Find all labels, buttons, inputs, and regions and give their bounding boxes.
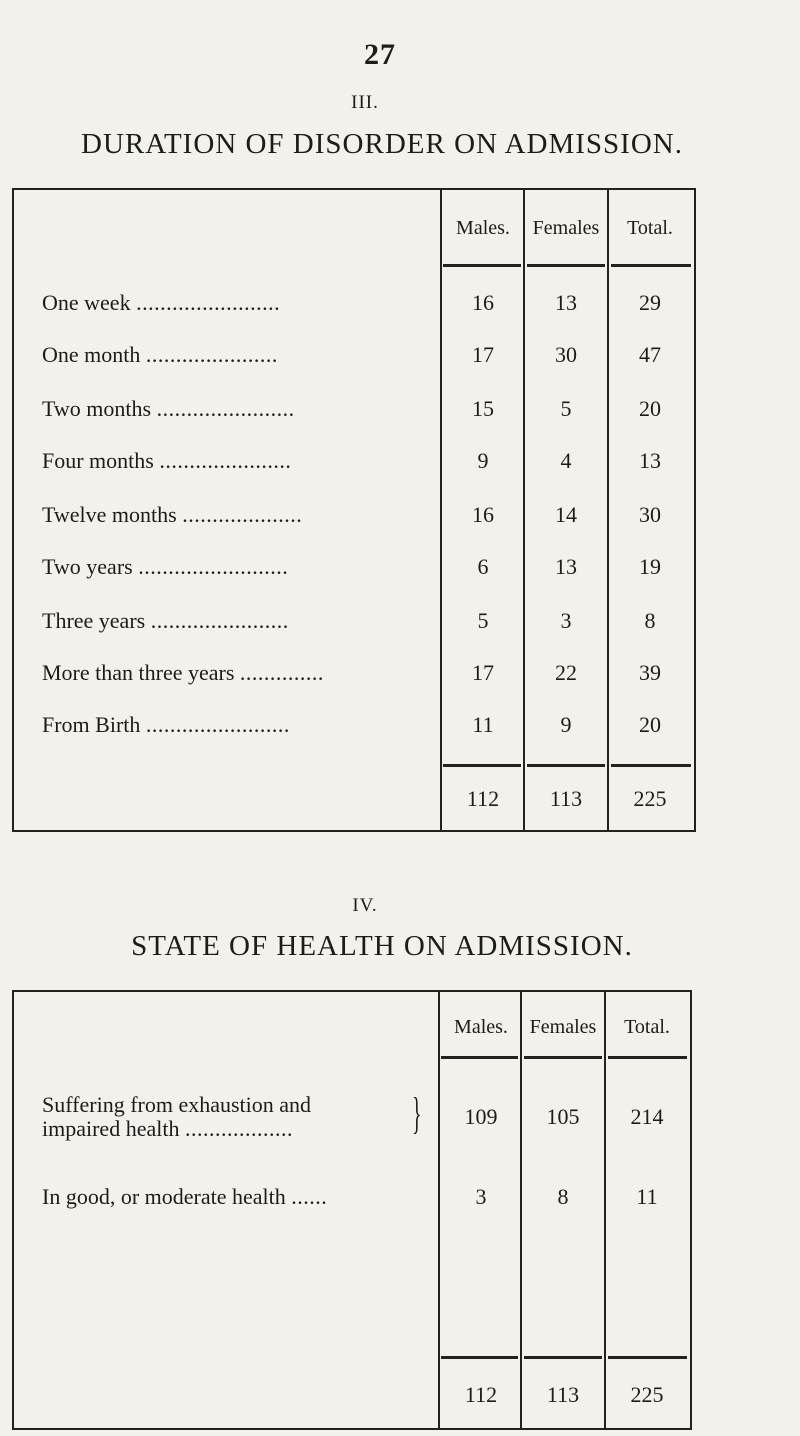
cell-males: 17 [472,660,494,685]
cell-total: 19 [639,554,661,579]
section-4-numeral: IV. [352,895,378,916]
cell-females: 13 [555,554,577,579]
cell-males: 9 [477,448,489,473]
cell-females: 5 [560,396,572,421]
total-rule [443,764,521,767]
leader-dots: ...................... [159,448,292,473]
column-divider [438,992,440,1428]
page-number: 27 [364,38,396,71]
row-label: Twelve months [42,502,177,527]
header-total: Total. [624,1016,670,1038]
total-rule [611,764,691,767]
cell-total: 13 [639,448,661,473]
row-label: More than three years [42,660,235,685]
column-divider [520,992,522,1428]
cell-females: 14 [555,502,577,527]
total-females: 113 [546,1382,580,1407]
leader-dots: .................. [184,1116,293,1141]
row-label: Four months [42,448,154,473]
header-rule [524,1056,602,1059]
cell-males: 15 [472,396,494,421]
cell-total: 47 [639,342,661,367]
cell-total: 11 [636,1184,658,1209]
total-rule [524,1356,602,1359]
header-rule [441,1056,518,1059]
row-label: Two years [42,554,133,579]
cell-females: 105 [546,1104,580,1129]
column-divider [604,992,606,1428]
right-brace-icon: } [412,1089,422,1138]
cell-females: 4 [560,448,572,473]
header-rule [611,264,691,267]
cell-males: 11 [472,712,494,737]
header-rule [608,1056,687,1059]
total-total: 225 [633,786,667,811]
section-3-numeral: III. [351,92,379,113]
cell-females: 8 [557,1184,569,1209]
cell-total: 20 [639,396,661,421]
cell-females: 3 [560,608,572,633]
header-total: Total. [627,217,673,239]
row-label: Two months [42,396,152,421]
row-label: One month [42,342,141,367]
leader-dots: ......................... [138,554,289,579]
leader-dots: ...................... [145,342,278,367]
cell-females: 13 [555,290,577,315]
total-females: 113 [549,786,583,811]
leader-dots: ........................ [145,712,290,737]
leader-dots: ....................... [150,608,289,633]
leader-dots: .............. [239,660,324,685]
cell-males: 5 [477,608,489,633]
row-label-line1: Suffering from exhaustion and [42,1092,312,1117]
row-label: One week [42,290,131,315]
cell-total: 29 [639,290,661,315]
cell-males: 17 [472,342,494,367]
cell-females: 30 [555,342,577,367]
total-rule [527,764,605,767]
cell-males: 6 [477,554,489,579]
section-4-title: STATE OF HEALTH ON ADMISSION. [131,930,633,962]
section-3-title: DURATION OF DISORDER ON ADMISSION. [81,128,683,160]
leader-dots: .................... [182,502,303,527]
row-label-line2: impaired health [42,1116,180,1141]
cell-total: 20 [639,712,661,737]
total-total: 225 [630,1382,664,1407]
cell-total: 8 [644,608,656,633]
cell-females: 22 [555,660,577,685]
row-label: In good, or moderate health [42,1184,286,1209]
leader-dots: ...... [291,1184,328,1209]
cell-total: 39 [639,660,661,685]
cell-males: 16 [472,290,494,315]
cell-total: 214 [630,1104,664,1129]
cell-males: 3 [475,1184,487,1209]
header-males: Males. [454,1016,508,1038]
cell-females: 9 [560,712,572,737]
header-rule [443,264,521,267]
cell-males: 16 [472,502,494,527]
header-rule [527,264,605,267]
cell-total: 30 [639,502,661,527]
total-males: 112 [466,786,500,811]
row-label: From Birth [42,712,141,737]
row-label: Three years [42,608,146,633]
leader-dots: ........................ [136,290,281,315]
header-females: Females [529,1016,597,1038]
header-females: Females [532,217,600,239]
total-rule [608,1356,687,1359]
total-rule [441,1356,518,1359]
leader-dots: ....................... [156,396,295,421]
total-males: 112 [464,1382,498,1407]
cell-males: 109 [464,1104,498,1129]
header-males: Males. [456,217,510,239]
